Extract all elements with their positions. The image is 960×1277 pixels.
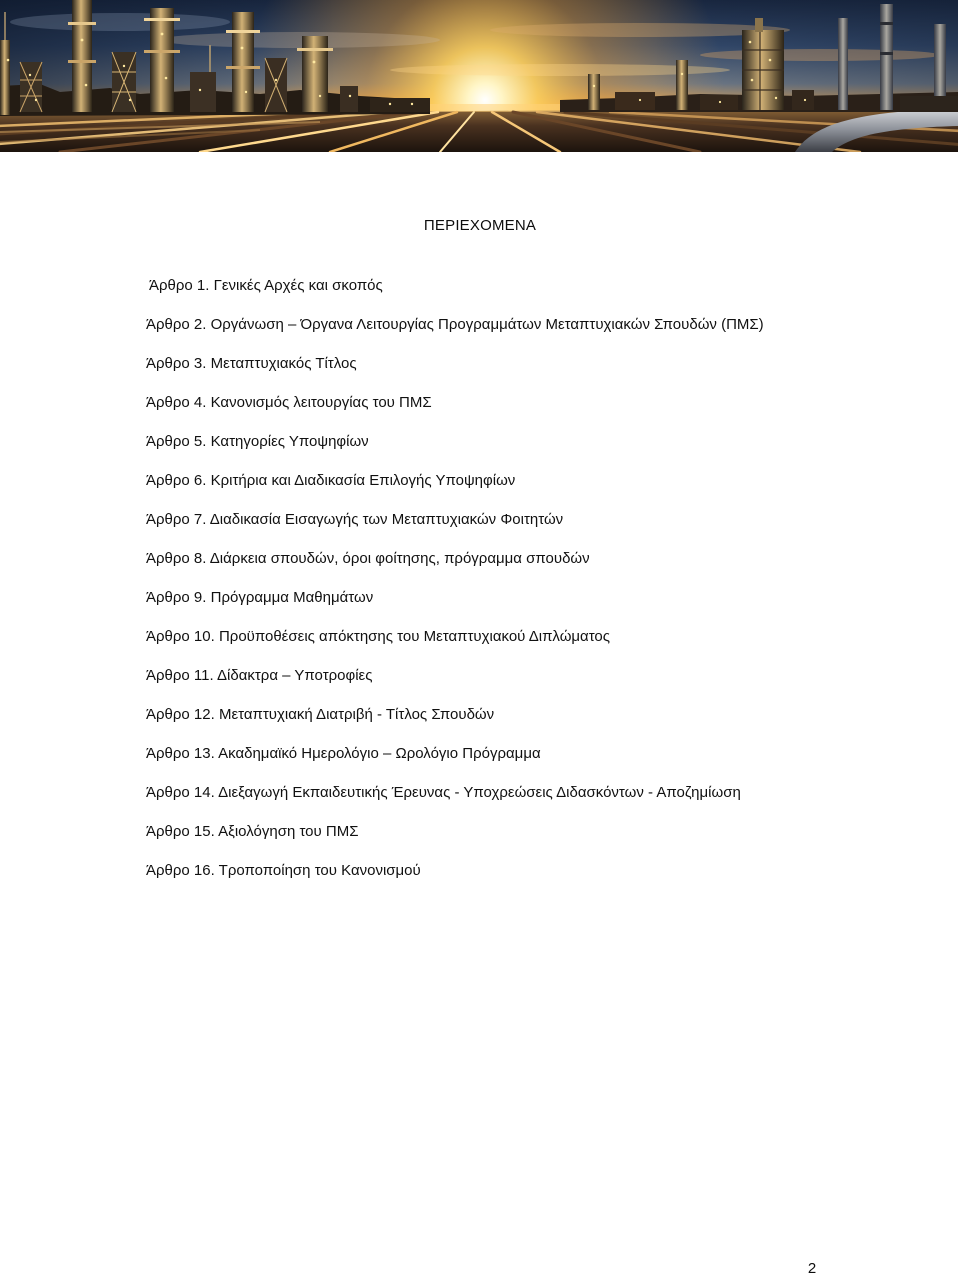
toc-item: Άρθρο 10. Προϋποθέσεις απόκτησης του Μεταπτυχιακού Διπλώματος (146, 628, 611, 645)
toc-item: Άρθρο 7. Διαδικασία Εισαγωγής των Μεταπτυχιακών Φοιτητών (146, 511, 564, 528)
toc-item: Άρθρο 14. Διεξαγωγή Εκπαιδευτικής Έρευνας - Υποχρεώσεις Διδασκόντων - Αποζημίωση (146, 784, 741, 801)
refinery-sunset-illustration (0, 0, 958, 152)
toc-item: Άρθρο 5. Κατηγορίες Υποψηφίων (146, 433, 369, 450)
toc-item: Άρθρο 6. Κριτήρια και Διαδικασία Επιλογής Υποψηφίων (146, 472, 516, 489)
toc-list (146, 266, 764, 890)
toc-item: Άρθρο 11. Δίδακτρα – Υποτροφίες (146, 667, 373, 684)
toc-item: Άρθρο 9. Πρόγραμμα Μαθημάτων (146, 589, 374, 606)
page-number: 2 (807, 1260, 817, 1277)
toc-item: Άρθρο 1. Γενικές Αρχές και σκοπός (149, 277, 383, 294)
toc-item: Άρθρο 4. Κανονισμός λειτουργίας του ΠΜΣ (146, 394, 432, 411)
toc-item: Άρθρο 13. Ακαδημαϊκό Ημερολόγιο – Ωρολόγιο Πρόγραμμα (146, 745, 541, 762)
refinery-header-image (0, 0, 958, 152)
toc-item: Άρθρο 15. Αξιολόγηση του ΠΜΣ (146, 823, 359, 840)
toc-item: Άρθρο 8. Διάρκεια σπουδών, όροι φοίτησης, πρόγραμμα σπουδών (146, 550, 590, 567)
toc-item: Άρθρο 16. Τροποποίηση του Κανονισμού (146, 862, 421, 879)
toc-item: Άρθρο 3. Μεταπτυχιακός Τίτλος (146, 355, 357, 372)
toc-item: Άρθρο 2. Οργάνωση – Όργανα Λειτουργίας Προγραμμάτων Μεταπτυχιακών Σπουδών (ΠΜΣ) (146, 316, 764, 333)
toc-item: Άρθρο 12. Μεταπτυχιακή Διατριβή - Τίτλος Σπουδών (146, 706, 495, 723)
toc-title: ΠΕΡΙΕΧΟΜΕΝΑ (423, 217, 537, 234)
